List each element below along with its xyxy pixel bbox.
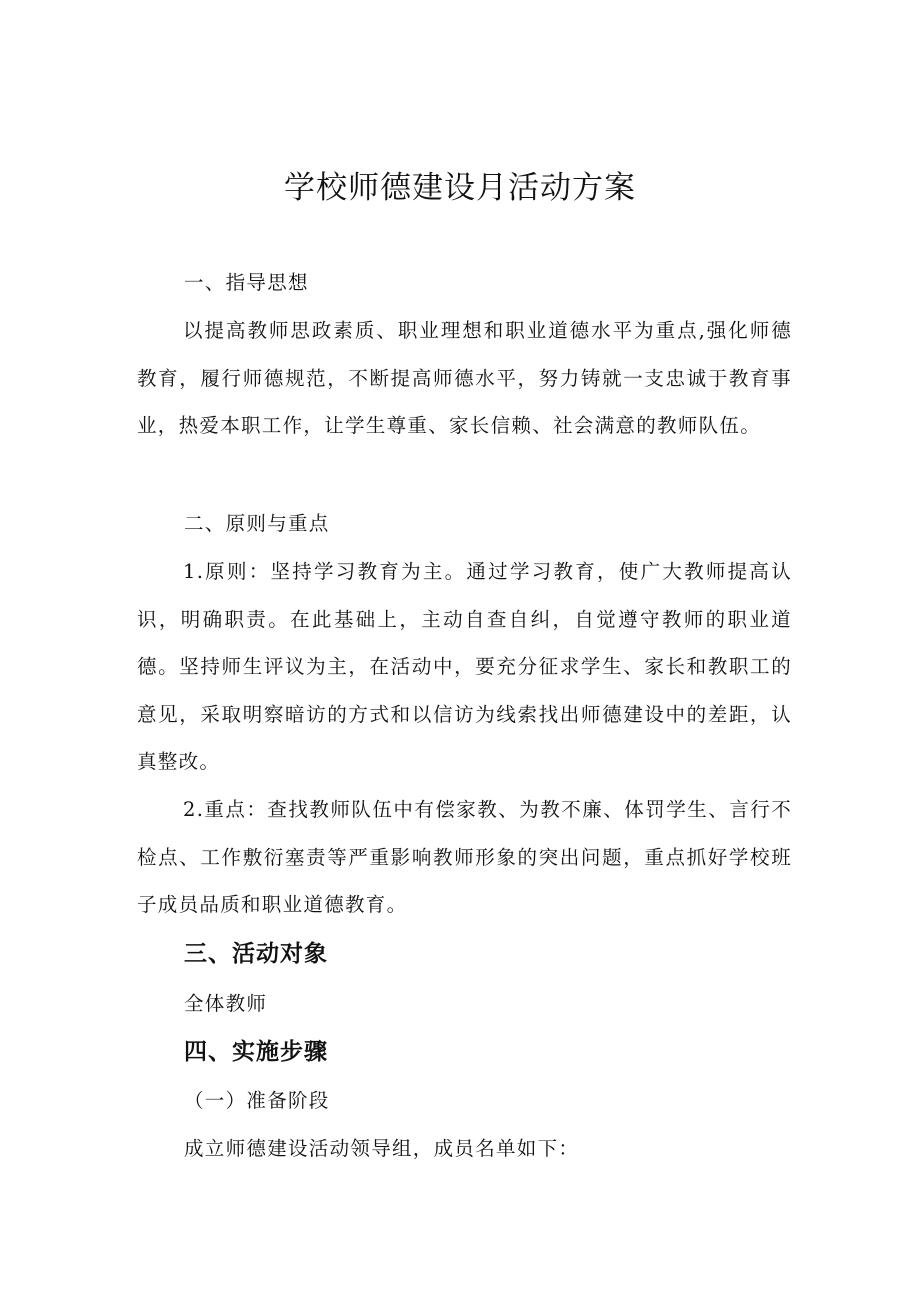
document-title: 学校师德建设月活动方案 xyxy=(284,170,636,206)
section2-principle-paragraph: 1.原则：坚持学习教育为主。通过学习教育，使广大教师提高认识，明确职责。在此基础上，主动自查自纠，自觉遵守教师的职业道德。坚持师生评议为主，在活动中，要充分征求学生、家长和教职工的意见，采取明察暗访的方式和以信访为线索找出师德建设中的差距，认真整改。 xyxy=(137,560,792,773)
section3-heading: 三、活动对象 xyxy=(184,941,328,967)
section4-content: 成立师德建设活动领导组，成员名单如下： xyxy=(184,1137,580,1160)
section3-content: 全体教师 xyxy=(184,992,268,1015)
section1-heading: 一、指导思想 xyxy=(184,271,309,294)
section4-subheading: （一）准备阶段 xyxy=(184,1089,330,1112)
section1-paragraph: 以提高教师思政素质、职业理想和职业道德水平为重点,强化师德教育，履行师德规范，不断提高师德水平，努力铸就一支忠诚于教育事业，热爱本职工作，让学生尊重、家长信赖、社会满意的教师队伍。 xyxy=(137,319,792,437)
section2-heading: 二、原则与重点 xyxy=(184,512,330,535)
section4-heading: 四、实施步骤 xyxy=(184,1039,328,1065)
section2-focus-paragraph: 2.重点：查找教师队伍中有偿家教、为教不廉、体罚学生、言行不检点、工作敷衍塞责等严重影响教师形象的突出问题，重点抓好学校班子成员品质和职业道德教育。 xyxy=(137,798,792,916)
